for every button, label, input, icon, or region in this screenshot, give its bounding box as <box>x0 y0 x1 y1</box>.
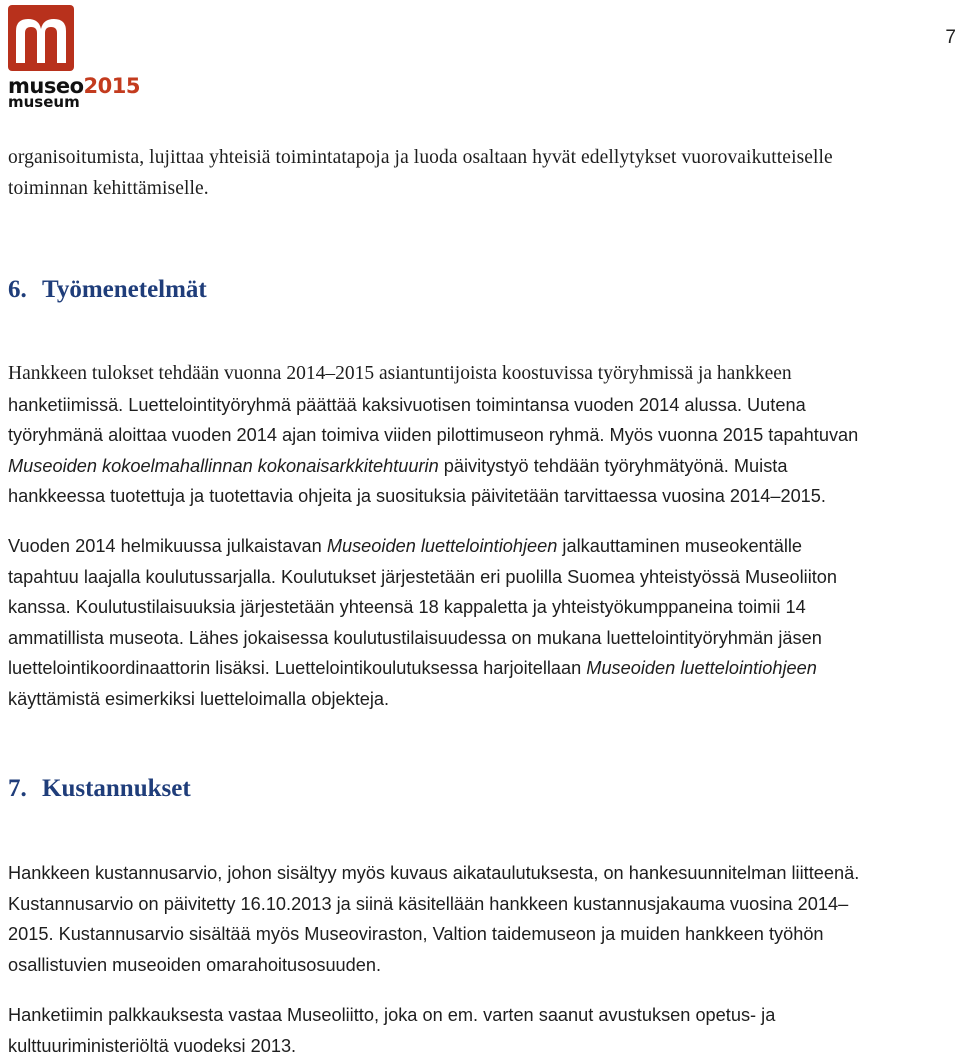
s6p1-line-4-rest: päivitystyö tehdään työryhmätyönä. Muista <box>438 455 788 476</box>
logo-word-museo: museo <box>8 74 84 98</box>
s6p2-line-4: ammatillista museota. Lähes jokaisessa koulutustilaisuudessa on mukana luettelointityöryhmän jäsen <box>8 627 822 648</box>
section-7-heading <box>8 775 191 803</box>
s6p2-line-5-italic: Museoiden luettelointiohjeen <box>586 658 817 679</box>
s6p2-line-5-pre: luettelointikoordinaattorin lisäksi. Luettelointikoulutuksessa harjoitellaan <box>8 658 587 679</box>
s6p2-line-1-pre: Vuoden 2014 helmikuussa julkaistavan <box>8 536 327 556</box>
section-6-title: Työmenetelmät <box>42 276 207 303</box>
s6p1-line-5: hankkeessa tuotettuja ja tuotettavia ohjeita ja suosituksia päivitetään tarvittaessa vuosina 2014–2015. <box>8 486 826 507</box>
section-6-paragraph-1 <box>8 359 954 512</box>
section-6-paragraph-2 <box>8 531 954 715</box>
museo-m-logo-icon <box>8 5 74 71</box>
section-7-paragraph-2 <box>8 1000 954 1061</box>
section-7-paragraph-1 <box>8 858 954 980</box>
s6p2-line-6: käyttämistä esimerkiksi luetteloimalla objekteja. <box>8 688 390 709</box>
section-7-title: Kustannukset <box>42 775 191 802</box>
s6p1-line-3: työryhmänä aloittaa vuoden 2014 ajan toimiva viiden pilottimuseon ryhmä. Myös vuonna 2015 tapahtuvan <box>8 425 859 446</box>
logo-year: 2015 <box>83 74 140 98</box>
page-number: 7 <box>945 27 956 48</box>
s6p2-line-1-post: jalkauttaminen museokentälle <box>557 536 803 556</box>
logo-word-museum: museum <box>8 93 80 111</box>
s7p2-line-1: Hanketiimin palkkauksesta vastaa Museoliitto, joka on em. varten saanut avustuksen opetus- ja <box>8 1005 776 1025</box>
s7p1-line-1: Hankkeen kustannusarvio, johon sisältyy myös kuvaus aikataulutuksesta, on hankesuunnitelman liitteenä. <box>8 863 860 883</box>
intro-line-1: organisoitumista, lujittaa yhteisiä toimintatapoja ja luoda osaltaan hyvät edellytykset vuorovaikutteiselle <box>8 147 833 168</box>
s6p1-line-2: hanketiimissä. Luettelointityöryhmä päättää kaksivuotisen toimintansa vuoden 2014 alussa. Uutena <box>8 394 806 415</box>
s7p2-line-2: kulttuuriministeriöltä vuodeksi 2013. <box>8 1035 297 1056</box>
section-6-heading <box>8 276 207 304</box>
intro-line-2: toiminnan kehittämiselle. <box>8 177 209 199</box>
section-7-number: 7. <box>8 775 27 802</box>
section-6-number: 6. <box>8 276 27 303</box>
s6p2-line-1-italic: Museoiden luettelointiohjeen <box>326 536 558 556</box>
s7p1-line-3: 2015. Kustannusarvio sisältää myös Museoviraston, Valtion taidemuseon ja muiden hankkeen työhön <box>8 924 824 945</box>
s6p1-line-4-italic: Museoiden kokoelmahallinnan kokonaisarkkitehtuurin <box>8 455 439 476</box>
s6p2-line-2: tapahtuu laajalla koulutussarjalla. Koulutukset järjestetään eri puolilla Suomea yhteistyössä Museoliiton <box>8 566 838 587</box>
s7p1-line-4: osallistuvien museoiden omarahoitusosuuden. <box>8 954 382 975</box>
s6p1-line-1: Hankkeen tulokset tehdään vuonna 2014–2015 asiantuntijoista koostuvissa työryhmissä ja hankkeen <box>8 363 792 384</box>
s6p1-line-4 <box>8 451 954 482</box>
s7p1-line-2: Kustannusarvio on päivitetty 16.10.2013 ja siinä käsitellään hankkeen kustannusjakauma vuosina 2014– <box>8 893 849 914</box>
s6p2-line-1 <box>8 531 954 562</box>
s6p2-line-5 <box>8 653 954 684</box>
intro-paragraph <box>8 143 954 204</box>
museo-2015-logo <box>8 5 140 111</box>
s6p2-line-3: kanssa. Koulutustilaisuuksia järjestetään yhteensä 18 kappaletta ja yhteistyökumppaneina toimii 14 <box>8 597 806 618</box>
